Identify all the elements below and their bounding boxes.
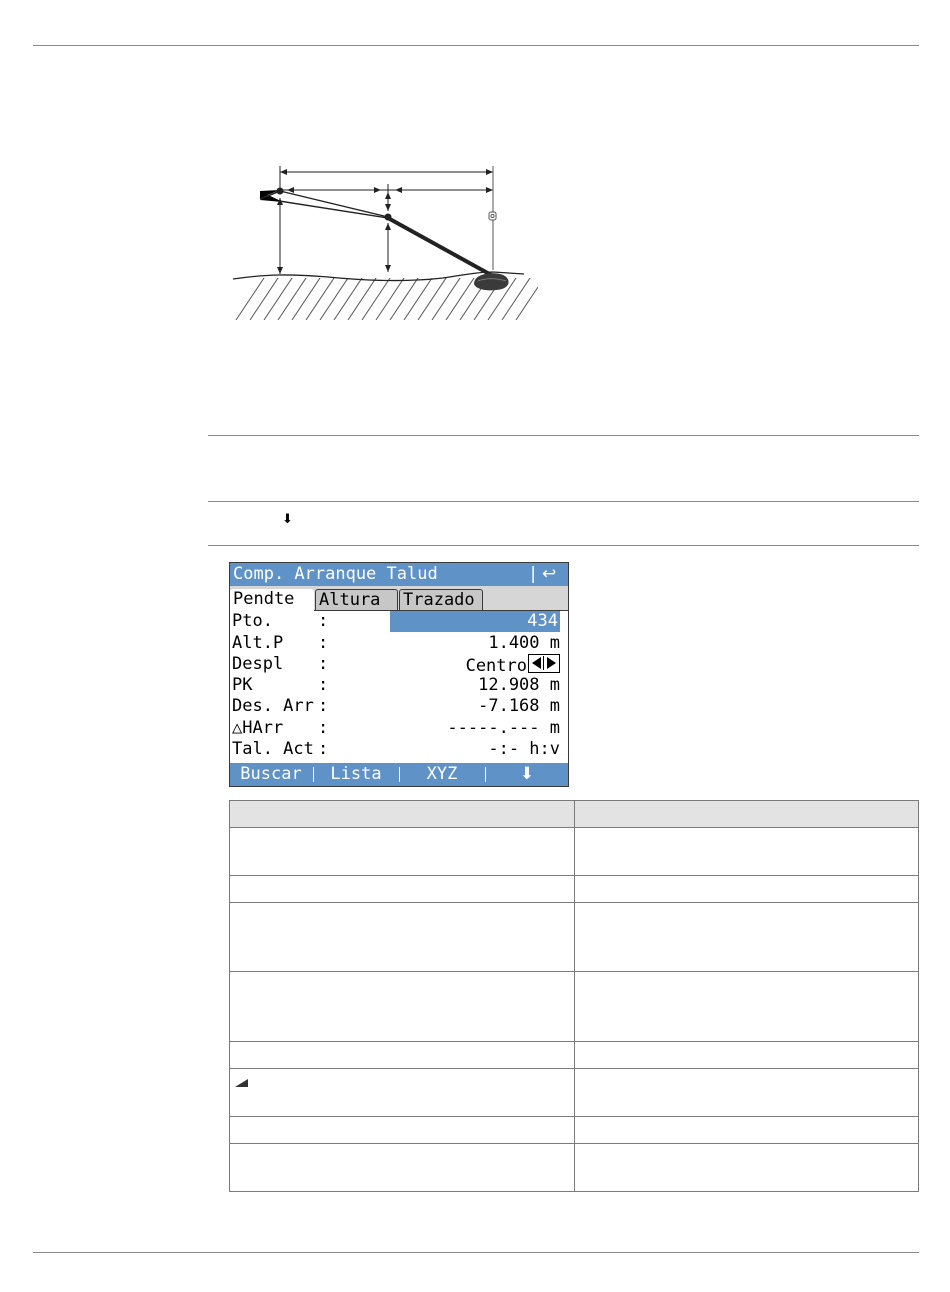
softkey-bar: [230, 763, 568, 786]
table-header: [230, 801, 919, 828]
label-pk: PK: [232, 675, 253, 695]
section-rule-1: [208, 435, 919, 436]
value-despl: Centro: [465, 656, 527, 676]
table-row: [230, 1069, 919, 1117]
rock-shape: [474, 273, 509, 290]
slope-wedge-icon: [235, 1079, 248, 1087]
down-arrow-icon: ⬇: [282, 512, 293, 527]
softkey-xyz[interactable]: XYZ: [426, 764, 458, 784]
cut-slope-line: [388, 218, 493, 276]
title-bar: [230, 563, 568, 586]
label-alt-p: Alt.P: [232, 633, 284, 653]
screen-title: Comp. Arranque Talud: [233, 564, 438, 584]
tab-bar: [230, 586, 568, 611]
softkey-page-down[interactable]: ⬇: [519, 764, 535, 784]
label-tal-act: Tal. Act: [232, 739, 314, 759]
section-rule-2: [208, 501, 919, 502]
row-pto[interactable]: Pto. : 434: [232, 611, 558, 631]
value-tal-act: -:- h:v: [488, 739, 560, 759]
softkey-buscar[interactable]: Buscar: [240, 764, 302, 784]
header-rule: [33, 45, 919, 46]
softkey-lista[interactable]: Lista: [330, 764, 382, 784]
device-screen: [229, 562, 569, 787]
prism-icon: [489, 212, 496, 220]
label-delta-harr: △HArr: [232, 718, 284, 738]
table-row: [230, 828, 919, 876]
value-pk: 12.908 m: [478, 675, 560, 695]
table-row: [230, 876, 919, 903]
label-des-arr: Des. Arr: [232, 696, 314, 716]
row-pk[interactable]: PK : 12.908 m: [232, 675, 560, 695]
table-row: [230, 972, 919, 1042]
slope-diagram: [228, 160, 538, 320]
tab-trazado[interactable]: Trazado: [399, 589, 483, 610]
value-des-arr: -7.168 m: [478, 696, 560, 716]
row-despl[interactable]: Despl : Centro: [230, 654, 568, 675]
selector-arrows-icon[interactable]: [528, 654, 560, 673]
label-pto: Pto.: [232, 611, 273, 631]
table-row: [230, 1117, 919, 1144]
back-icon[interactable]: ↩: [542, 564, 557, 584]
description-table: [229, 800, 919, 1192]
label-despl: Despl: [232, 654, 284, 674]
table-row: [230, 1042, 919, 1069]
table-row: [230, 903, 919, 972]
tab-pendte[interactable]: Pendte: [230, 589, 314, 611]
row-alt-p[interactable]: Alt.P : 1.400 m: [232, 633, 560, 653]
value-pto[interactable]: 434: [390, 611, 560, 632]
footer-rule: [33, 1252, 919, 1253]
value-alt-p[interactable]: 1.400 m: [488, 633, 560, 653]
table-row: [230, 1144, 919, 1192]
section-rule-3: [208, 545, 919, 546]
title-separator: |: [528, 564, 539, 584]
row-des-arr[interactable]: Des. Arr : -7.168 m: [232, 696, 560, 716]
row-delta-harr[interactable]: △HArr : -----.--- m: [232, 718, 560, 738]
tab-altura[interactable]: Altura: [315, 589, 398, 610]
value-delta-harr: -----.--- m: [447, 718, 560, 738]
row-tal-act[interactable]: Tal. Act : -:- h:v: [232, 739, 560, 759]
